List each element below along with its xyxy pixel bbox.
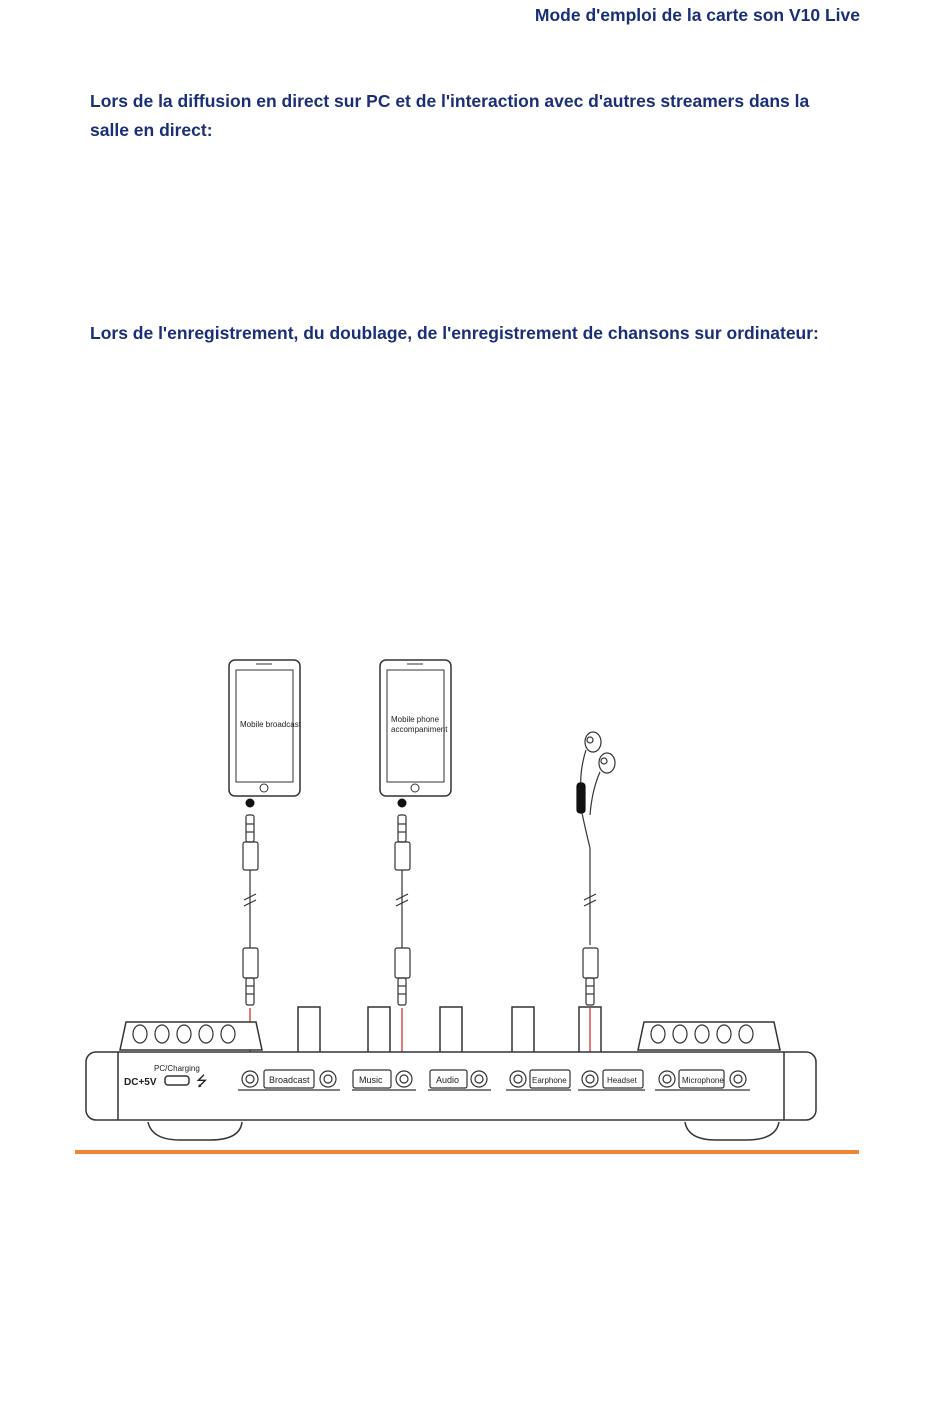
orange-divider	[75, 1150, 859, 1154]
cable-music	[395, 815, 410, 1005]
port-label-music: Music	[359, 1075, 383, 1085]
phone-broadcast-illustration	[229, 660, 300, 808]
connection-diagram	[0, 640, 950, 1180]
phone-broadcast-label: Mobile broadcast	[240, 720, 301, 729]
usb-icon: ⭍	[196, 1073, 208, 1089]
page-header-title: Mode d'emploi de la carte son V10 Live	[534, 5, 860, 25]
power-label: PC/Charging	[154, 1064, 200, 1073]
section-heading-recording: Lors de l'enregistrement, du doublage, de l'enregistrement de chansons sur ordinateur:	[90, 323, 819, 343]
earphones-illustration	[577, 732, 615, 945]
port-label-headset: Headset	[607, 1076, 637, 1085]
cable-broadcast	[243, 815, 258, 1005]
port-label-audio: Audio	[436, 1075, 460, 1085]
phone-accompaniment-label-line2: accompaniment	[391, 725, 448, 734]
port-label-microphone: Microphone	[682, 1076, 724, 1085]
phone-accompaniment-label-line1: Mobile phone	[391, 715, 440, 724]
port-label-earphone: Earphone	[532, 1076, 567, 1085]
port-label-broadcast: Broadcast	[269, 1075, 310, 1085]
dc-label: DC+5V	[124, 1077, 157, 1088]
section-heading-pc-live: Lors de la diffusion en direct sur PC et de l'interaction avec d'autres streamers dans la salle en direct:	[90, 91, 810, 140]
